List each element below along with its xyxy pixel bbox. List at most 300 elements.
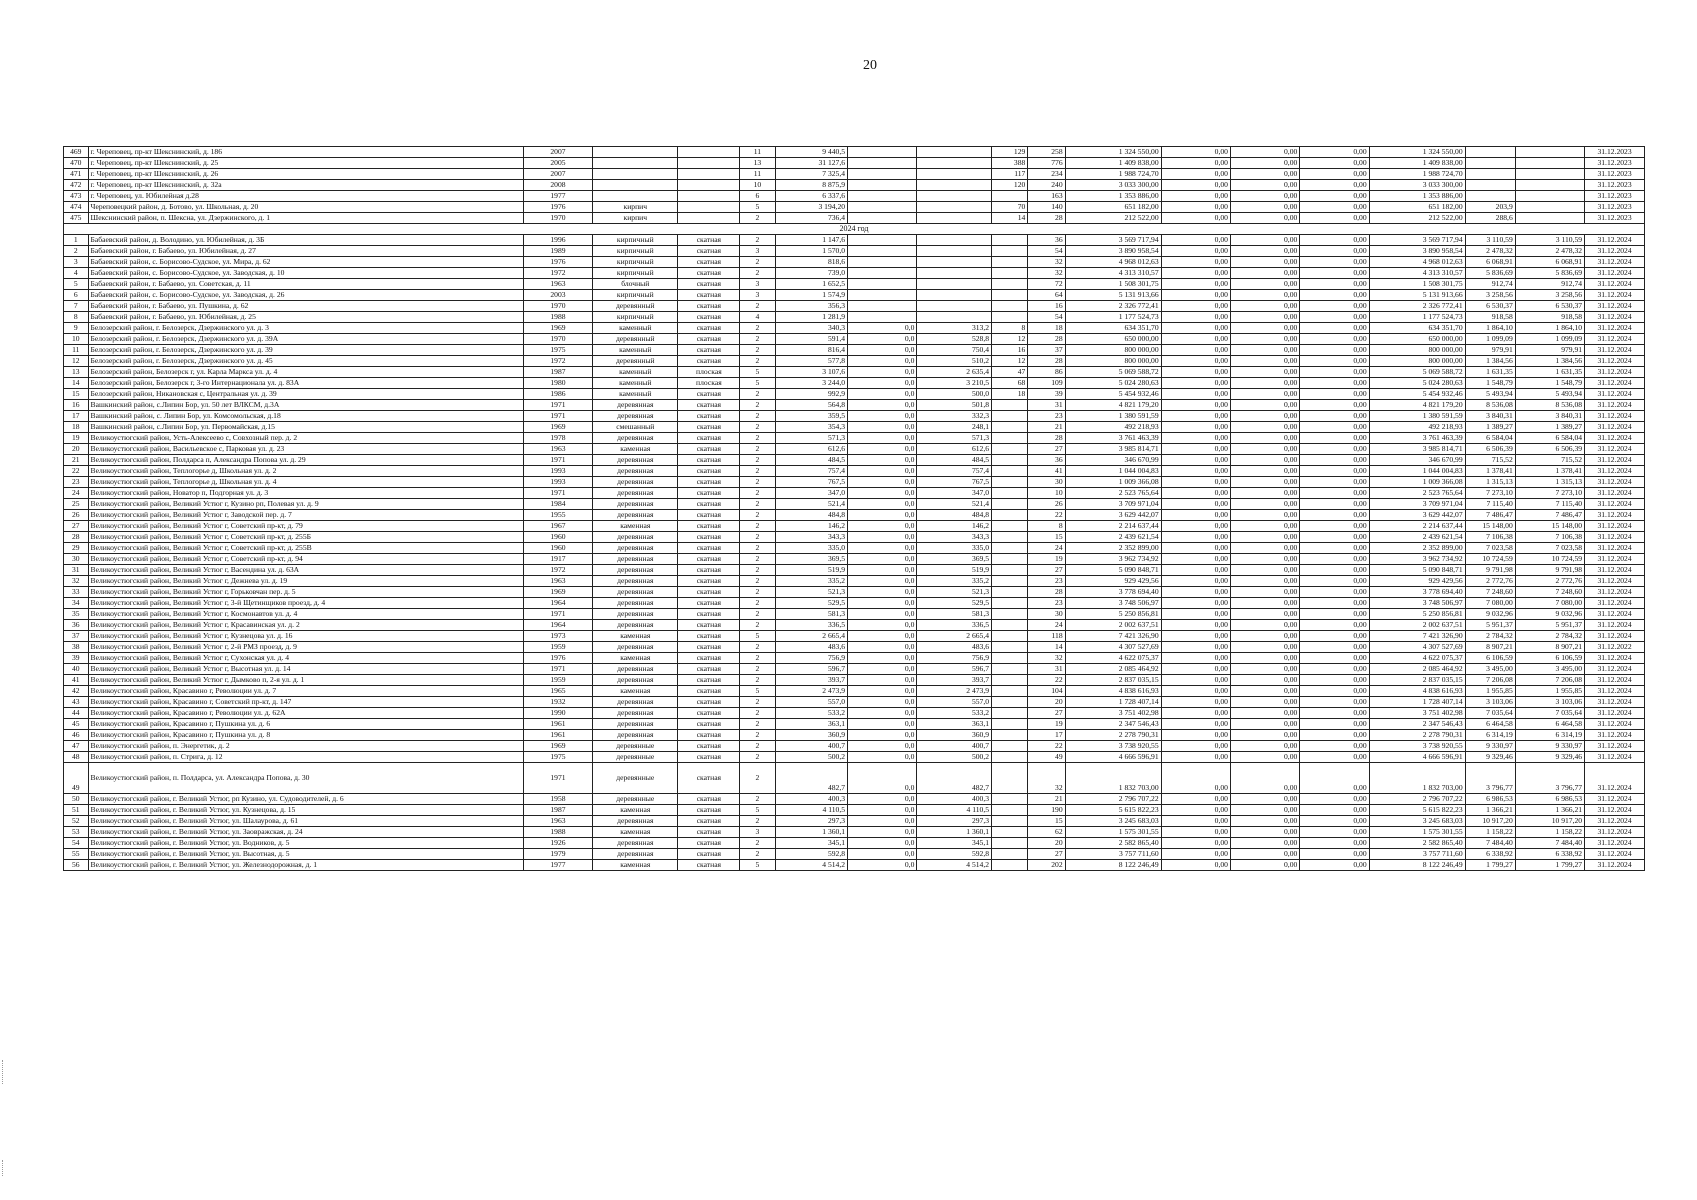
- owners-funds-cell: 800 000,00: [1369, 356, 1465, 367]
- year-cell: 1976: [523, 257, 592, 268]
- fund-source-3-cell: 0,00: [1300, 576, 1369, 587]
- area-nonresidential-cell: 0,0: [848, 805, 917, 816]
- apartments-cell: 68: [992, 378, 1028, 389]
- area-nonresidential-cell: 0,0: [848, 334, 917, 345]
- area-nonresidential-cell: [848, 268, 917, 279]
- total-area-cell: 519,9: [775, 565, 848, 576]
- year-cell: 1975: [523, 752, 592, 763]
- table-row: [64, 180, 1645, 191]
- owners-funds-cell: 7 421 326,90: [1369, 631, 1465, 642]
- max-unit-cost-cell: 6 338,92: [1515, 849, 1584, 860]
- total-area-cell: 482,7: [775, 763, 848, 794]
- table-row: [64, 521, 1645, 532]
- year-cell: 1969: [523, 587, 592, 598]
- owners-funds-cell: 3 985 814,71: [1369, 444, 1465, 455]
- table-row: [64, 389, 1645, 400]
- row-number: 27: [64, 521, 89, 532]
- table-row: [64, 202, 1645, 213]
- owners-funds-cell: 634 351,70: [1369, 323, 1465, 334]
- area-nonresidential-cell: 0,0: [848, 860, 917, 871]
- total-area-cell: 340,3: [775, 323, 848, 334]
- apartments-cell: [992, 708, 1028, 719]
- address-cell: Великоустюгский район, п. Стрига, д. 12: [88, 752, 523, 763]
- fund-source-1-cell: 0,00: [1161, 642, 1230, 653]
- row-number: 8: [64, 312, 89, 323]
- area-residential-cell: 400,3: [917, 794, 992, 805]
- apartments-cell: 14: [992, 213, 1028, 224]
- floors-cell: 3: [740, 246, 775, 257]
- completion-date-cell: 31.12.2024: [1585, 411, 1645, 422]
- fund-source-2-cell: 0,00: [1230, 466, 1299, 477]
- floors-cell: 2: [740, 752, 775, 763]
- year-cell: 1996: [523, 235, 592, 246]
- unit-cost-cell: 2 478,32: [1465, 246, 1515, 257]
- total-cost-cell: 2 837 035,15: [1065, 675, 1161, 686]
- fund-source-3-cell: 0,00: [1300, 433, 1369, 444]
- table-row: [64, 433, 1645, 444]
- total-area-cell: 1 570,0: [775, 246, 848, 257]
- residents-cell: 14: [1028, 642, 1065, 653]
- owners-funds-cell: 492 218,93: [1369, 422, 1465, 433]
- completion-date-cell: 31.12.2024: [1585, 543, 1645, 554]
- residents-cell: 8: [1028, 521, 1065, 532]
- residents-cell: 24: [1028, 620, 1065, 631]
- row-number: 474: [64, 202, 89, 213]
- fund-source-1-cell: 0,00: [1161, 499, 1230, 510]
- table-row: [64, 158, 1645, 169]
- roof-type-cell: скатная: [678, 642, 740, 653]
- roof-type-cell: скатная: [678, 312, 740, 323]
- area-nonresidential-cell: 0,0: [848, 488, 917, 499]
- total-area-cell: 483,6: [775, 642, 848, 653]
- owners-funds-cell: 651 182,00: [1369, 202, 1465, 213]
- max-unit-cost-cell: 3 103,06: [1515, 697, 1584, 708]
- fund-source-3-cell: 0,00: [1300, 794, 1369, 805]
- fund-source-2-cell: 0,00: [1230, 477, 1299, 488]
- year-cell: 1959: [523, 675, 592, 686]
- row-number: 471: [64, 169, 89, 180]
- max-unit-cost-cell: 1 864,10: [1515, 323, 1584, 334]
- roof-type-cell: скатная: [678, 455, 740, 466]
- area-residential-cell: [917, 279, 992, 290]
- floors-cell: 11: [740, 147, 775, 158]
- fund-source-3-cell: 0,00: [1300, 686, 1369, 697]
- area-nonresidential-cell: 0,0: [848, 389, 917, 400]
- floors-cell: 2: [740, 620, 775, 631]
- unit-cost-cell: 2 784,32: [1465, 631, 1515, 642]
- residents-cell: 28: [1028, 587, 1065, 598]
- row-number: 40: [64, 664, 89, 675]
- residents-cell: 27: [1028, 849, 1065, 860]
- floors-cell: 2: [740, 422, 775, 433]
- fund-source-3-cell: 0,00: [1300, 477, 1369, 488]
- unit-cost-cell: 6 506,39: [1465, 444, 1515, 455]
- owners-funds-cell: 1 832 703,00: [1369, 763, 1465, 794]
- roof-type-cell: скатная: [678, 543, 740, 554]
- unit-cost-cell: [1465, 169, 1515, 180]
- fund-source-2-cell: 0,00: [1230, 202, 1299, 213]
- total-cost-cell: 800 000,00: [1065, 345, 1161, 356]
- year-cell: 1959: [523, 642, 592, 653]
- address-cell: Белозерский район, Белозерск г, 3-го Интернационала ул. д. 83А: [88, 378, 523, 389]
- table-row: [64, 631, 1645, 642]
- unit-cost-cell: 3 103,06: [1465, 697, 1515, 708]
- fund-source-1-cell: 0,00: [1161, 686, 1230, 697]
- unit-cost-cell: 8 536,08: [1465, 400, 1515, 411]
- fund-source-3-cell: 0,00: [1300, 466, 1369, 477]
- fund-source-3-cell: 0,00: [1300, 268, 1369, 279]
- total-area-cell: 1 574,9: [775, 290, 848, 301]
- area-residential-cell: [917, 290, 992, 301]
- fund-source-1-cell: 0,00: [1161, 334, 1230, 345]
- wall-material-cell: деревянная: [593, 532, 678, 543]
- fund-source-2-cell: 0,00: [1230, 246, 1299, 257]
- roof-type-cell: скатная: [678, 389, 740, 400]
- area-residential-cell: 2 635,4: [917, 367, 992, 378]
- total-area-cell: 533,2: [775, 708, 848, 719]
- residents-cell: 140: [1028, 202, 1065, 213]
- row-number: 52: [64, 816, 89, 827]
- apartments-cell: [992, 763, 1028, 794]
- area-nonresidential-cell: 0,0: [848, 477, 917, 488]
- area-nonresidential-cell: 0,0: [848, 827, 917, 838]
- table-row: [64, 345, 1645, 356]
- table-row: [64, 444, 1645, 455]
- apartments-cell: [992, 477, 1028, 488]
- table-row: [64, 576, 1645, 587]
- unit-cost-cell: [1465, 191, 1515, 202]
- total-area-cell: 335,2: [775, 576, 848, 587]
- max-unit-cost-cell: 7 035,64: [1515, 708, 1584, 719]
- fund-source-2-cell: 0,00: [1230, 543, 1299, 554]
- fund-source-1-cell: 0,00: [1161, 827, 1230, 838]
- apartments-cell: [992, 653, 1028, 664]
- unit-cost-cell: 5 493,94: [1465, 389, 1515, 400]
- max-unit-cost-cell: 3 110,59: [1515, 235, 1584, 246]
- wall-material-cell: деревянная: [593, 849, 678, 860]
- wall-material-cell: деревянная: [593, 620, 678, 631]
- address-cell: Великоустюгский район, г. Великий Устюг, рп Кузино, ул. Судоводителей, д. 6: [88, 794, 523, 805]
- row-number: 32: [64, 576, 89, 587]
- apartments-cell: [992, 499, 1028, 510]
- completion-date-cell: 31.12.2024: [1585, 675, 1645, 686]
- fund-source-3-cell: 0,00: [1300, 697, 1369, 708]
- fund-source-1-cell: 0,00: [1161, 532, 1230, 543]
- residents-cell: 19: [1028, 719, 1065, 730]
- owners-funds-cell: 1 380 591,59: [1369, 411, 1465, 422]
- address-cell: г. Череповец, пр-кт Шекснинский, д. 25: [88, 158, 523, 169]
- address-cell: Великоустюгский район, Красавино г, Пушкина ул. д. 6: [88, 719, 523, 730]
- year-cell: 1976: [523, 202, 592, 213]
- total-area-cell: 557,0: [775, 697, 848, 708]
- unit-cost-cell: 1 631,35: [1465, 367, 1515, 378]
- fund-source-1-cell: 0,00: [1161, 510, 1230, 521]
- fund-source-1-cell: 0,00: [1161, 816, 1230, 827]
- wall-material-cell: деревянные: [593, 763, 678, 794]
- row-number: 24: [64, 488, 89, 499]
- residents-cell: 32: [1028, 763, 1065, 794]
- area-nonresidential-cell: 0,0: [848, 794, 917, 805]
- unit-cost-cell: 1 378,41: [1465, 466, 1515, 477]
- unit-cost-cell: 715,52: [1465, 455, 1515, 466]
- area-nonresidential-cell: [848, 213, 917, 224]
- scan-mark: [2, 1060, 5, 1084]
- fund-source-3-cell: 0,00: [1300, 730, 1369, 741]
- floors-cell: 2: [740, 653, 775, 664]
- floors-cell: 2: [740, 642, 775, 653]
- total-area-cell: 6 337,6: [775, 191, 848, 202]
- fund-source-3-cell: 0,00: [1300, 290, 1369, 301]
- floors-cell: 10: [740, 180, 775, 191]
- total-area-cell: 564,8: [775, 400, 848, 411]
- total-cost-cell: 4 313 310,57: [1065, 268, 1161, 279]
- area-nonresidential-cell: 0,0: [848, 631, 917, 642]
- address-cell: Великоустюгский район, Усть-Алексеево с, Совхозный пер. д. 2: [88, 433, 523, 444]
- area-nonresidential-cell: [848, 147, 917, 158]
- area-nonresidential-cell: 0,0: [848, 378, 917, 389]
- housing-register-table: [63, 146, 1645, 871]
- row-number: 43: [64, 697, 89, 708]
- address-cell: Великоустюгский район, Великий Устюг г, Кузино рп, Полевая ул. д. 9: [88, 499, 523, 510]
- fund-source-2-cell: 0,00: [1230, 576, 1299, 587]
- table-row: [64, 565, 1645, 576]
- area-residential-cell: 757,4: [917, 466, 992, 477]
- unit-cost-cell: 1 158,22: [1465, 827, 1515, 838]
- row-number: 23: [64, 477, 89, 488]
- fund-source-1-cell: 0,00: [1161, 730, 1230, 741]
- wall-material-cell: деревянный: [593, 334, 678, 345]
- total-area-cell: 360,9: [775, 730, 848, 741]
- unit-cost-cell: 1 384,56: [1465, 356, 1515, 367]
- completion-date-cell: 31.12.2024: [1585, 653, 1645, 664]
- row-number: 473: [64, 191, 89, 202]
- unit-cost-cell: 288,6: [1465, 213, 1515, 224]
- fund-source-3-cell: 0,00: [1300, 849, 1369, 860]
- row-number: 44: [64, 708, 89, 719]
- total-cost-cell: 4 821 179,20: [1065, 400, 1161, 411]
- wall-material-cell: деревянная: [593, 587, 678, 598]
- floors-cell: 2: [740, 664, 775, 675]
- apartments-cell: [992, 290, 1028, 301]
- address-cell: Великоустюгский район, Теплогорье д, Школьная ул. д. 2: [88, 466, 523, 477]
- row-number: 10: [64, 334, 89, 345]
- fund-source-1-cell: 0,00: [1161, 697, 1230, 708]
- residents-cell: 258: [1028, 147, 1065, 158]
- fund-source-1-cell: 0,00: [1161, 554, 1230, 565]
- total-area-cell: 146,2: [775, 521, 848, 532]
- total-cost-cell: 5 024 280,63: [1065, 378, 1161, 389]
- roof-type-cell: [678, 213, 740, 224]
- address-cell: Белозерский район, Никановская с, Центральная ул. д. 39: [88, 389, 523, 400]
- address-cell: Великоустюгский район, Великий Устюг г, Советский пр-кт, д. 255Б: [88, 532, 523, 543]
- fund-source-2-cell: 0,00: [1230, 838, 1299, 849]
- fund-source-2-cell: 0,00: [1230, 411, 1299, 422]
- roof-type-cell: скатная: [678, 433, 740, 444]
- total-area-cell: 354,3: [775, 422, 848, 433]
- fund-source-1-cell: 0,00: [1161, 466, 1230, 477]
- floors-cell: 5: [740, 631, 775, 642]
- total-area-cell: 484,8: [775, 510, 848, 521]
- year-cell: 1975: [523, 345, 592, 356]
- roof-type-cell: скатная: [678, 301, 740, 312]
- roof-type-cell: скатная: [678, 246, 740, 257]
- total-area-cell: 818,6: [775, 257, 848, 268]
- fund-source-2-cell: 0,00: [1230, 323, 1299, 334]
- total-cost-cell: 4 968 012,63: [1065, 257, 1161, 268]
- row-number: 51: [64, 805, 89, 816]
- fund-source-2-cell: 0,00: [1230, 312, 1299, 323]
- row-number: 470: [64, 158, 89, 169]
- total-cost-cell: 5 069 588,72: [1065, 367, 1161, 378]
- apartments-cell: [992, 609, 1028, 620]
- max-unit-cost-cell: 1 315,13: [1515, 477, 1584, 488]
- fund-source-3-cell: 0,00: [1300, 169, 1369, 180]
- year-cell: 1971: [523, 455, 592, 466]
- floors-cell: 2: [740, 719, 775, 730]
- wall-material-cell: каменный: [593, 367, 678, 378]
- table-row: [64, 356, 1645, 367]
- year-cell: 2005: [523, 158, 592, 169]
- fund-source-2-cell: 0,00: [1230, 213, 1299, 224]
- wall-material-cell: деревянная: [593, 598, 678, 609]
- unit-cost-cell: 7 484,40: [1465, 838, 1515, 849]
- area-nonresidential-cell: [848, 180, 917, 191]
- roof-type-cell: скатная: [678, 598, 740, 609]
- residents-cell: 240: [1028, 180, 1065, 191]
- max-unit-cost-cell: [1515, 180, 1584, 191]
- fund-source-1-cell: 0,00: [1161, 587, 1230, 598]
- roof-type-cell: скатная: [678, 532, 740, 543]
- residents-cell: 118: [1028, 631, 1065, 642]
- row-number: 37: [64, 631, 89, 642]
- total-area-cell: 1 360,1: [775, 827, 848, 838]
- area-nonresidential-cell: 0,0: [848, 345, 917, 356]
- floors-cell: 3: [740, 290, 775, 301]
- roof-type-cell: скатная: [678, 510, 740, 521]
- total-cost-cell: 3 569 717,94: [1065, 235, 1161, 246]
- table-row: [64, 400, 1645, 411]
- area-nonresidential-cell: 0,0: [848, 466, 917, 477]
- completion-date-cell: 31.12.2024: [1585, 334, 1645, 345]
- residents-cell: 64: [1028, 290, 1065, 301]
- fund-source-3-cell: 0,00: [1300, 312, 1369, 323]
- area-nonresidential-cell: 0,0: [848, 849, 917, 860]
- roof-type-cell: скатная: [678, 708, 740, 719]
- residents-cell: 17: [1028, 730, 1065, 741]
- roof-type-cell: скатная: [678, 444, 740, 455]
- roof-type-cell: скатная: [678, 521, 740, 532]
- fund-source-1-cell: 0,00: [1161, 180, 1230, 191]
- row-number: 46: [64, 730, 89, 741]
- wall-material-cell: деревянная: [593, 488, 678, 499]
- apartments-cell: [992, 521, 1028, 532]
- fund-source-1-cell: 0,00: [1161, 367, 1230, 378]
- fund-source-2-cell: 0,00: [1230, 301, 1299, 312]
- residents-cell: 10: [1028, 488, 1065, 499]
- row-number: 30: [64, 554, 89, 565]
- table-row: [64, 257, 1645, 268]
- area-residential-cell: [917, 191, 992, 202]
- row-number: 35: [64, 609, 89, 620]
- total-cost-cell: 1 728 407,14: [1065, 697, 1161, 708]
- address-cell: Белозерский район, Белозерск г, ул. Карла Маркса ул. д. 4: [88, 367, 523, 378]
- wall-material-cell: кирпичный: [593, 235, 678, 246]
- fund-source-1-cell: 0,00: [1161, 257, 1230, 268]
- address-cell: Шекснинский район, п. Шексна, ул. Дзержинского, д. 1: [88, 213, 523, 224]
- max-unit-cost-cell: 3 840,31: [1515, 411, 1584, 422]
- apartments-cell: [992, 620, 1028, 631]
- fund-source-2-cell: 0,00: [1230, 719, 1299, 730]
- residents-cell: 19: [1028, 554, 1065, 565]
- table-row: [64, 816, 1645, 827]
- fund-source-2-cell: 0,00: [1230, 805, 1299, 816]
- row-number: 47: [64, 741, 89, 752]
- apartments-cell: [992, 279, 1028, 290]
- row-number: 3: [64, 257, 89, 268]
- residents-cell: 23: [1028, 576, 1065, 587]
- page-number: 20: [863, 58, 877, 73]
- fund-source-2-cell: 0,00: [1230, 257, 1299, 268]
- max-unit-cost-cell: 9 032,96: [1515, 609, 1584, 620]
- floors-cell: 2: [740, 741, 775, 752]
- fund-source-2-cell: 0,00: [1230, 598, 1299, 609]
- table-row: [64, 554, 1645, 565]
- wall-material-cell: [593, 169, 678, 180]
- owners-funds-cell: 3 569 717,94: [1369, 235, 1465, 246]
- total-cost-cell: 1 353 886,00: [1065, 191, 1161, 202]
- wall-material-cell: деревянная: [593, 609, 678, 620]
- total-area-cell: 7 325,4: [775, 169, 848, 180]
- floors-cell: 5: [740, 686, 775, 697]
- total-area-cell: 393,7: [775, 675, 848, 686]
- area-residential-cell: 510,2: [917, 356, 992, 367]
- fund-source-2-cell: 0,00: [1230, 510, 1299, 521]
- completion-date-cell: 31.12.2024: [1585, 719, 1645, 730]
- address-cell: Великоустюгский район, Великий Устюг г, Красавинская ул. д. 2: [88, 620, 523, 631]
- total-cost-cell: 4 622 075,37: [1065, 653, 1161, 664]
- year-cell: 1963: [523, 576, 592, 587]
- fund-source-2-cell: 0,00: [1230, 554, 1299, 565]
- floors-cell: 5: [740, 202, 775, 213]
- area-residential-cell: [917, 235, 992, 246]
- fund-source-1-cell: 0,00: [1161, 422, 1230, 433]
- apartments-cell: [992, 631, 1028, 642]
- table-row: [64, 510, 1645, 521]
- unit-cost-cell: 3 796,77: [1465, 763, 1515, 794]
- fund-source-1-cell: 0,00: [1161, 345, 1230, 356]
- table-row: [64, 466, 1645, 477]
- apartments-cell: 12: [992, 356, 1028, 367]
- floors-cell: 2: [740, 532, 775, 543]
- address-cell: Великоустюгский район, Теплогорье д, Школьная ул. д. 4: [88, 477, 523, 488]
- total-cost-cell: 1 324 550,00: [1065, 147, 1161, 158]
- unit-cost-cell: 6 584,04: [1465, 433, 1515, 444]
- floors-cell: 2: [740, 794, 775, 805]
- max-unit-cost-cell: 1 158,22: [1515, 827, 1584, 838]
- max-unit-cost-cell: [1515, 158, 1584, 169]
- fund-source-3-cell: 0,00: [1300, 323, 1369, 334]
- apartments-cell: [992, 466, 1028, 477]
- table-row: [64, 642, 1645, 653]
- year-cell: 1973: [523, 631, 592, 642]
- area-nonresidential-cell: 0,0: [848, 686, 917, 697]
- fund-source-3-cell: 0,00: [1300, 444, 1369, 455]
- total-cost-cell: 3 033 300,00: [1065, 180, 1161, 191]
- fund-source-2-cell: 0,00: [1230, 169, 1299, 180]
- year-cell: 1987: [523, 367, 592, 378]
- wall-material-cell: [593, 191, 678, 202]
- fund-source-1-cell: 0,00: [1161, 653, 1230, 664]
